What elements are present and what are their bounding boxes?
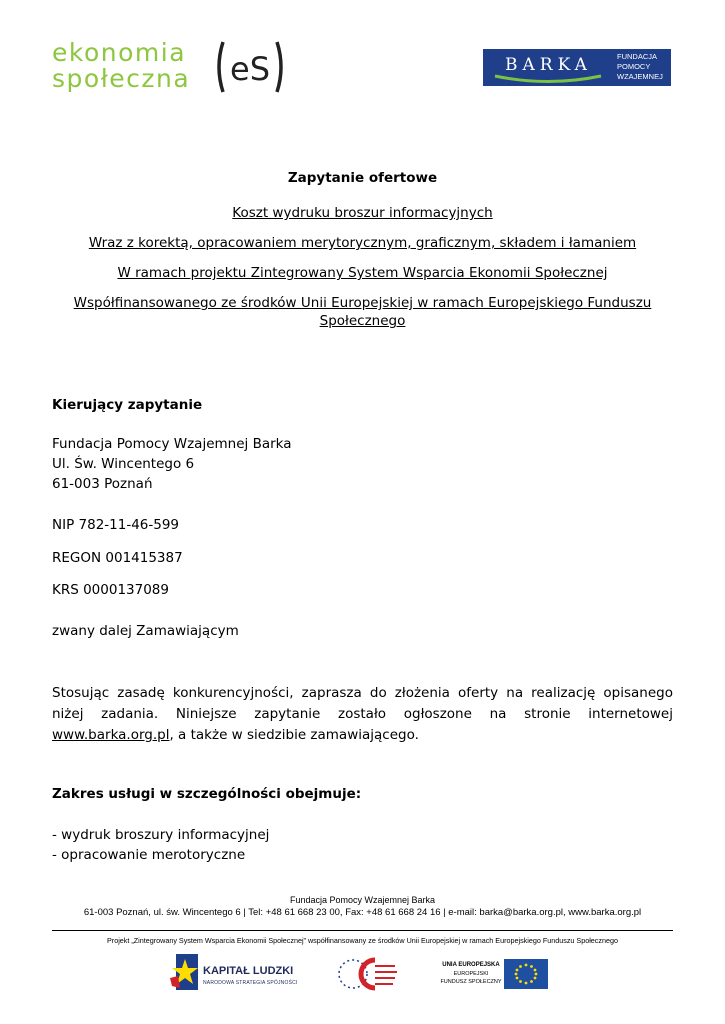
ekonomia-spoleczna-logo xyxy=(52,38,292,98)
called-text: zwany dalej Zamawiającym xyxy=(52,623,239,639)
krs-number: KRS 0000137089 xyxy=(52,582,169,598)
list-item: - wydruk broszury informacyjnej xyxy=(52,827,270,843)
centrum-rozwoju-logo-icon xyxy=(335,956,405,992)
footer-divider xyxy=(52,930,673,931)
es-logo-mark xyxy=(213,40,287,94)
kapital-ludzki-name: KAPITAŁ LUDZKI xyxy=(203,965,294,977)
barka-logo-title: BARKA xyxy=(505,55,592,75)
requester-address xyxy=(52,434,292,494)
subtitle-line-1: Koszt wydruku broszur informacyjnych xyxy=(232,205,493,221)
requester-heading: Kierujący zapytanie xyxy=(52,397,203,413)
barka-logo-arc-icon xyxy=(493,73,603,85)
nip-number: NIP 782-11-46-599 xyxy=(52,517,180,533)
kapital-ludzki-logo xyxy=(170,954,310,992)
barka-website-link[interactable]: www.barka.org.pl xyxy=(52,727,170,743)
regon-number: REGON 001415387 xyxy=(52,550,183,566)
eu-flag-icon xyxy=(504,959,548,989)
subtitle-line-5: Społecznego xyxy=(319,313,406,329)
address-line-3: 61-003 Poznań xyxy=(52,476,153,492)
subtitle-line-3: W ramach projektu Zintegrowany System Wsparcia Ekonomii Społecznej xyxy=(117,265,608,281)
list-item: - opracowanie merotoryczne xyxy=(52,847,246,863)
kapital-ludzki-tagline: NARODOWA STRATEGIA SPÓJNOŚCI xyxy=(203,980,298,986)
document-title: Zapytanie ofertowe xyxy=(287,170,438,186)
paragraph-text-1: Stosując zasadę konkurencyjności, zaprasza do złożenia oferty na realizację opisanego niżej zadania. Niniejsze zapytanie zostało ogłoszone na stronie internetowej xyxy=(52,685,673,722)
barka-logo-subtitle: FUNDACJA POMOCY WZAJEMNEJ xyxy=(617,52,663,81)
invitation-paragraph xyxy=(52,683,673,746)
paragraph-text-2: , a także w siedzibie zamawiającego. xyxy=(169,727,419,743)
scope-heading: Zakres usługi w szczególności obejmuje: xyxy=(52,786,362,802)
ue-logo-text: UNIA EUROPEJSKA EUROPEJSKI FUNDUSZ SPOŁECZNY xyxy=(440,962,502,985)
scope-list xyxy=(52,825,269,865)
address-line-1: Fundacja Pomocy Wzajemnej Barka xyxy=(52,436,292,452)
unia-europejska-logo xyxy=(440,957,550,993)
footer-project: Projekt „Zintegrowany System Wsparcia Ekonomii Społecznej” współfinansowany ze środków Unii Europejskiej w ramach Europejskiego Funduszu Społecznego xyxy=(107,936,618,945)
es-logo-line2: społeczna xyxy=(52,64,191,93)
subtitle-line-2: Wraz z korektą, opracowaniem merytorycznym, graficznym, składem i łamaniem xyxy=(88,235,637,251)
footer-contact: 61-003 Poznań, ul. św. Wincentego 6 | Tel: +48 61 668 23 00, Fax: +48 61 668 24 16 | e-mail: barka@barka.org.pl, www.barka.org.pl xyxy=(83,907,642,918)
kapital-ludzki-star-icon xyxy=(170,954,200,992)
footer-org: Fundacja Pomocy Wzajemnej Barka xyxy=(289,895,436,905)
svg-text:eS: eS xyxy=(230,50,270,88)
address-line-2: Ul. Św. Wincentego 6 xyxy=(52,456,195,472)
subtitle-line-4: Współfinansowanego ze środków Unii Europejskiej w ramach Europejskiego Funduszu xyxy=(73,295,652,311)
barka-logo xyxy=(483,49,671,86)
es-logo-line1: ekonomia xyxy=(52,38,187,67)
